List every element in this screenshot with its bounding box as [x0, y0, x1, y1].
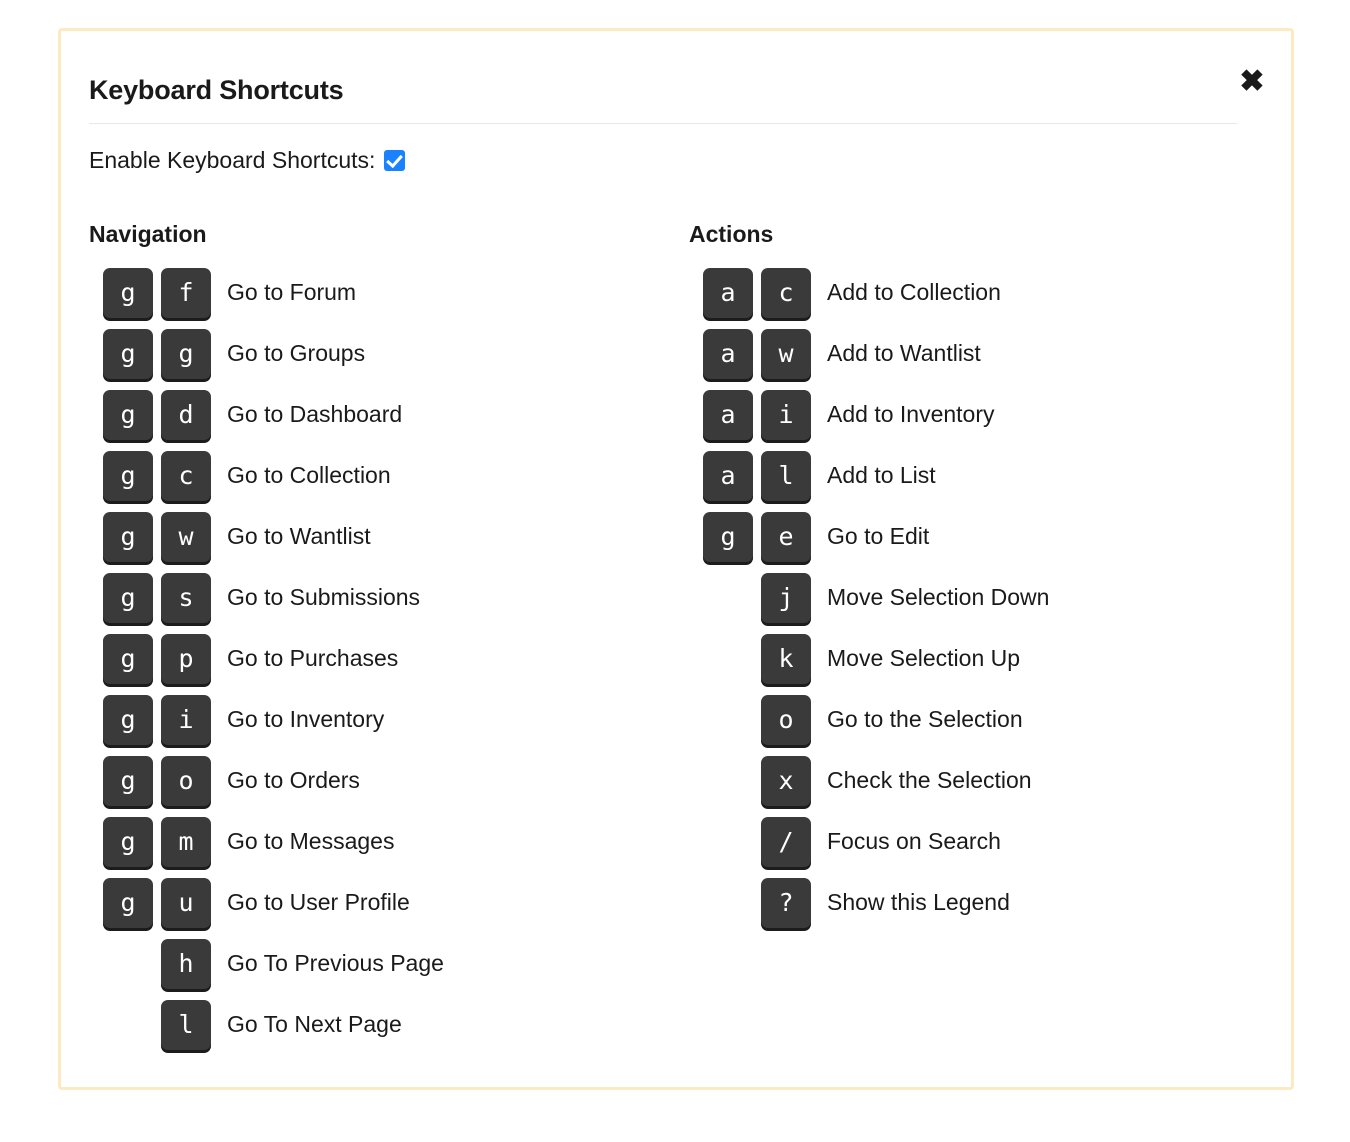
- shortcut-row: [689, 384, 1249, 445]
- shortcut-description: Go to Messages: [227, 828, 395, 854]
- shortcut-description: Go to Purchases: [227, 645, 399, 671]
- shortcut-row: [89, 994, 689, 1055]
- key-cap: a: [703, 390, 753, 440]
- shortcut-keys: [89, 573, 211, 623]
- shortcut-description: Show this Legend: [827, 889, 1010, 915]
- shortcut-row: [689, 628, 1249, 689]
- key-cap: l: [161, 1000, 211, 1050]
- shortcut-keys: [89, 329, 211, 379]
- shortcuts-columns: [89, 221, 1249, 1055]
- shortcut-description: Add to List: [827, 462, 936, 488]
- shortcut-list-actions: [689, 262, 1249, 933]
- key-cap: ?: [761, 878, 811, 928]
- key-cap: g: [103, 573, 153, 623]
- key-cap: m: [161, 817, 211, 867]
- key-cap: i: [761, 390, 811, 440]
- shortcuts-column-navigation: [89, 221, 689, 1055]
- shortcut-description: Add to Collection: [827, 279, 1001, 305]
- shortcut-description: Go to Collection: [227, 462, 391, 488]
- shortcut-keys: [89, 817, 211, 867]
- shortcut-keys: [689, 756, 811, 806]
- shortcut-row: [89, 445, 689, 506]
- shortcut-row: [89, 811, 689, 872]
- shortcut-keys: [689, 329, 811, 379]
- shortcut-description: Go to User Profile: [227, 889, 410, 915]
- shortcut-row: [89, 933, 689, 994]
- shortcut-description: Go to Dashboard: [227, 401, 403, 427]
- key-cap: k: [761, 634, 811, 684]
- shortcut-description: Focus on Search: [827, 828, 1001, 854]
- enable-shortcuts-label: Enable Keyboard Shortcuts:: [89, 147, 376, 173]
- shortcut-keys: [689, 573, 811, 623]
- shortcut-description: Go to Forum: [227, 279, 357, 305]
- key-cap: g: [103, 756, 153, 806]
- shortcut-keys: [689, 512, 811, 562]
- shortcut-row: [689, 689, 1249, 750]
- key-cap: f: [161, 268, 211, 318]
- shortcut-description: Move Selection Up: [827, 645, 1021, 671]
- shortcut-description: Add to Wantlist: [827, 340, 981, 366]
- key-cap: w: [761, 329, 811, 379]
- key-cap: g: [103, 451, 153, 501]
- shortcut-row: [689, 323, 1249, 384]
- title-divider: [89, 123, 1237, 124]
- key-cap: p: [161, 634, 211, 684]
- shortcut-row: [689, 506, 1249, 567]
- shortcut-description: Move Selection Down: [827, 584, 1050, 610]
- shortcut-keys: [89, 939, 211, 989]
- shortcut-description: Go To Next Page: [227, 1011, 402, 1037]
- key-cap: l: [761, 451, 811, 501]
- shortcut-description: Add to Inventory: [827, 401, 995, 427]
- key-cap: g: [103, 817, 153, 867]
- shortcut-row: [689, 750, 1249, 811]
- shortcut-row: [689, 262, 1249, 323]
- key-cap: d: [161, 390, 211, 440]
- shortcut-keys: [689, 268, 811, 318]
- shortcut-keys: [689, 817, 811, 867]
- shortcut-row: [89, 628, 689, 689]
- shortcut-row: [89, 689, 689, 750]
- shortcut-keys: [89, 756, 211, 806]
- shortcut-keys: [89, 878, 211, 928]
- shortcut-keys: [689, 451, 811, 501]
- close-icon[interactable]: ✖: [1235, 65, 1269, 99]
- shortcut-keys: [689, 390, 811, 440]
- key-cap: a: [703, 329, 753, 379]
- page-title: Keyboard Shortcuts: [89, 75, 344, 105]
- key-cap: x: [761, 756, 811, 806]
- shortcut-keys: [89, 512, 211, 562]
- shortcut-description: Go to Edit: [827, 523, 930, 549]
- shortcut-row: [689, 872, 1249, 933]
- key-cap: s: [161, 573, 211, 623]
- shortcut-keys: [689, 695, 811, 745]
- enable-shortcuts-row: [89, 147, 405, 174]
- key-cap: a: [703, 451, 753, 501]
- enable-shortcuts-checkbox[interactable]: [384, 150, 405, 171]
- key-cap: c: [761, 268, 811, 318]
- key-cap: /: [761, 817, 811, 867]
- key-cap: g: [103, 695, 153, 745]
- shortcut-keys: [689, 634, 811, 684]
- key-cap: o: [161, 756, 211, 806]
- key-cap: g: [103, 390, 153, 440]
- shortcut-keys: [89, 695, 211, 745]
- key-cap: j: [761, 573, 811, 623]
- shortcut-description: Go To Previous Page: [227, 950, 444, 976]
- shortcut-row: [89, 323, 689, 384]
- keyboard-shortcuts-modal: [58, 28, 1294, 1090]
- key-cap: g: [161, 329, 211, 379]
- shortcut-description: Check the Selection: [827, 767, 1032, 793]
- shortcut-description: Go to Inventory: [227, 706, 385, 732]
- shortcut-row: [89, 872, 689, 933]
- key-cap: g: [703, 512, 753, 562]
- key-cap: i: [161, 695, 211, 745]
- key-cap: g: [103, 512, 153, 562]
- shortcut-description: Go to Groups: [227, 340, 366, 366]
- key-cap: h: [161, 939, 211, 989]
- shortcuts-column-actions: [689, 221, 1249, 1055]
- shortcut-row: [689, 567, 1249, 628]
- shortcut-row: [89, 750, 689, 811]
- shortcut-row: [89, 384, 689, 445]
- shortcut-keys: [89, 268, 211, 318]
- shortcut-description: Go to Submissions: [227, 584, 421, 610]
- shortcut-row: [89, 506, 689, 567]
- shortcut-keys: [89, 390, 211, 440]
- shortcut-keys: [89, 634, 211, 684]
- key-cap: c: [161, 451, 211, 501]
- shortcut-description: Go to Wantlist: [227, 523, 371, 549]
- column-heading-actions: Actions: [689, 221, 774, 247]
- key-cap: g: [103, 634, 153, 684]
- key-cap: g: [103, 329, 153, 379]
- shortcut-keys: [89, 1000, 211, 1050]
- shortcut-row: [689, 445, 1249, 506]
- shortcut-row: [89, 567, 689, 628]
- shortcut-keys: [689, 878, 811, 928]
- shortcut-row: [89, 262, 689, 323]
- key-cap: o: [761, 695, 811, 745]
- shortcut-description: Go to Orders: [227, 767, 360, 793]
- key-cap: w: [161, 512, 211, 562]
- key-cap: g: [103, 878, 153, 928]
- key-cap: a: [703, 268, 753, 318]
- shortcut-description: Go to the Selection: [827, 706, 1023, 732]
- shortcut-list-navigation: [89, 262, 689, 1055]
- shortcut-row: [689, 811, 1249, 872]
- column-heading-navigation: Navigation: [89, 221, 207, 247]
- key-cap: e: [761, 512, 811, 562]
- key-cap: g: [103, 268, 153, 318]
- shortcut-keys: [89, 451, 211, 501]
- key-cap: u: [161, 878, 211, 928]
